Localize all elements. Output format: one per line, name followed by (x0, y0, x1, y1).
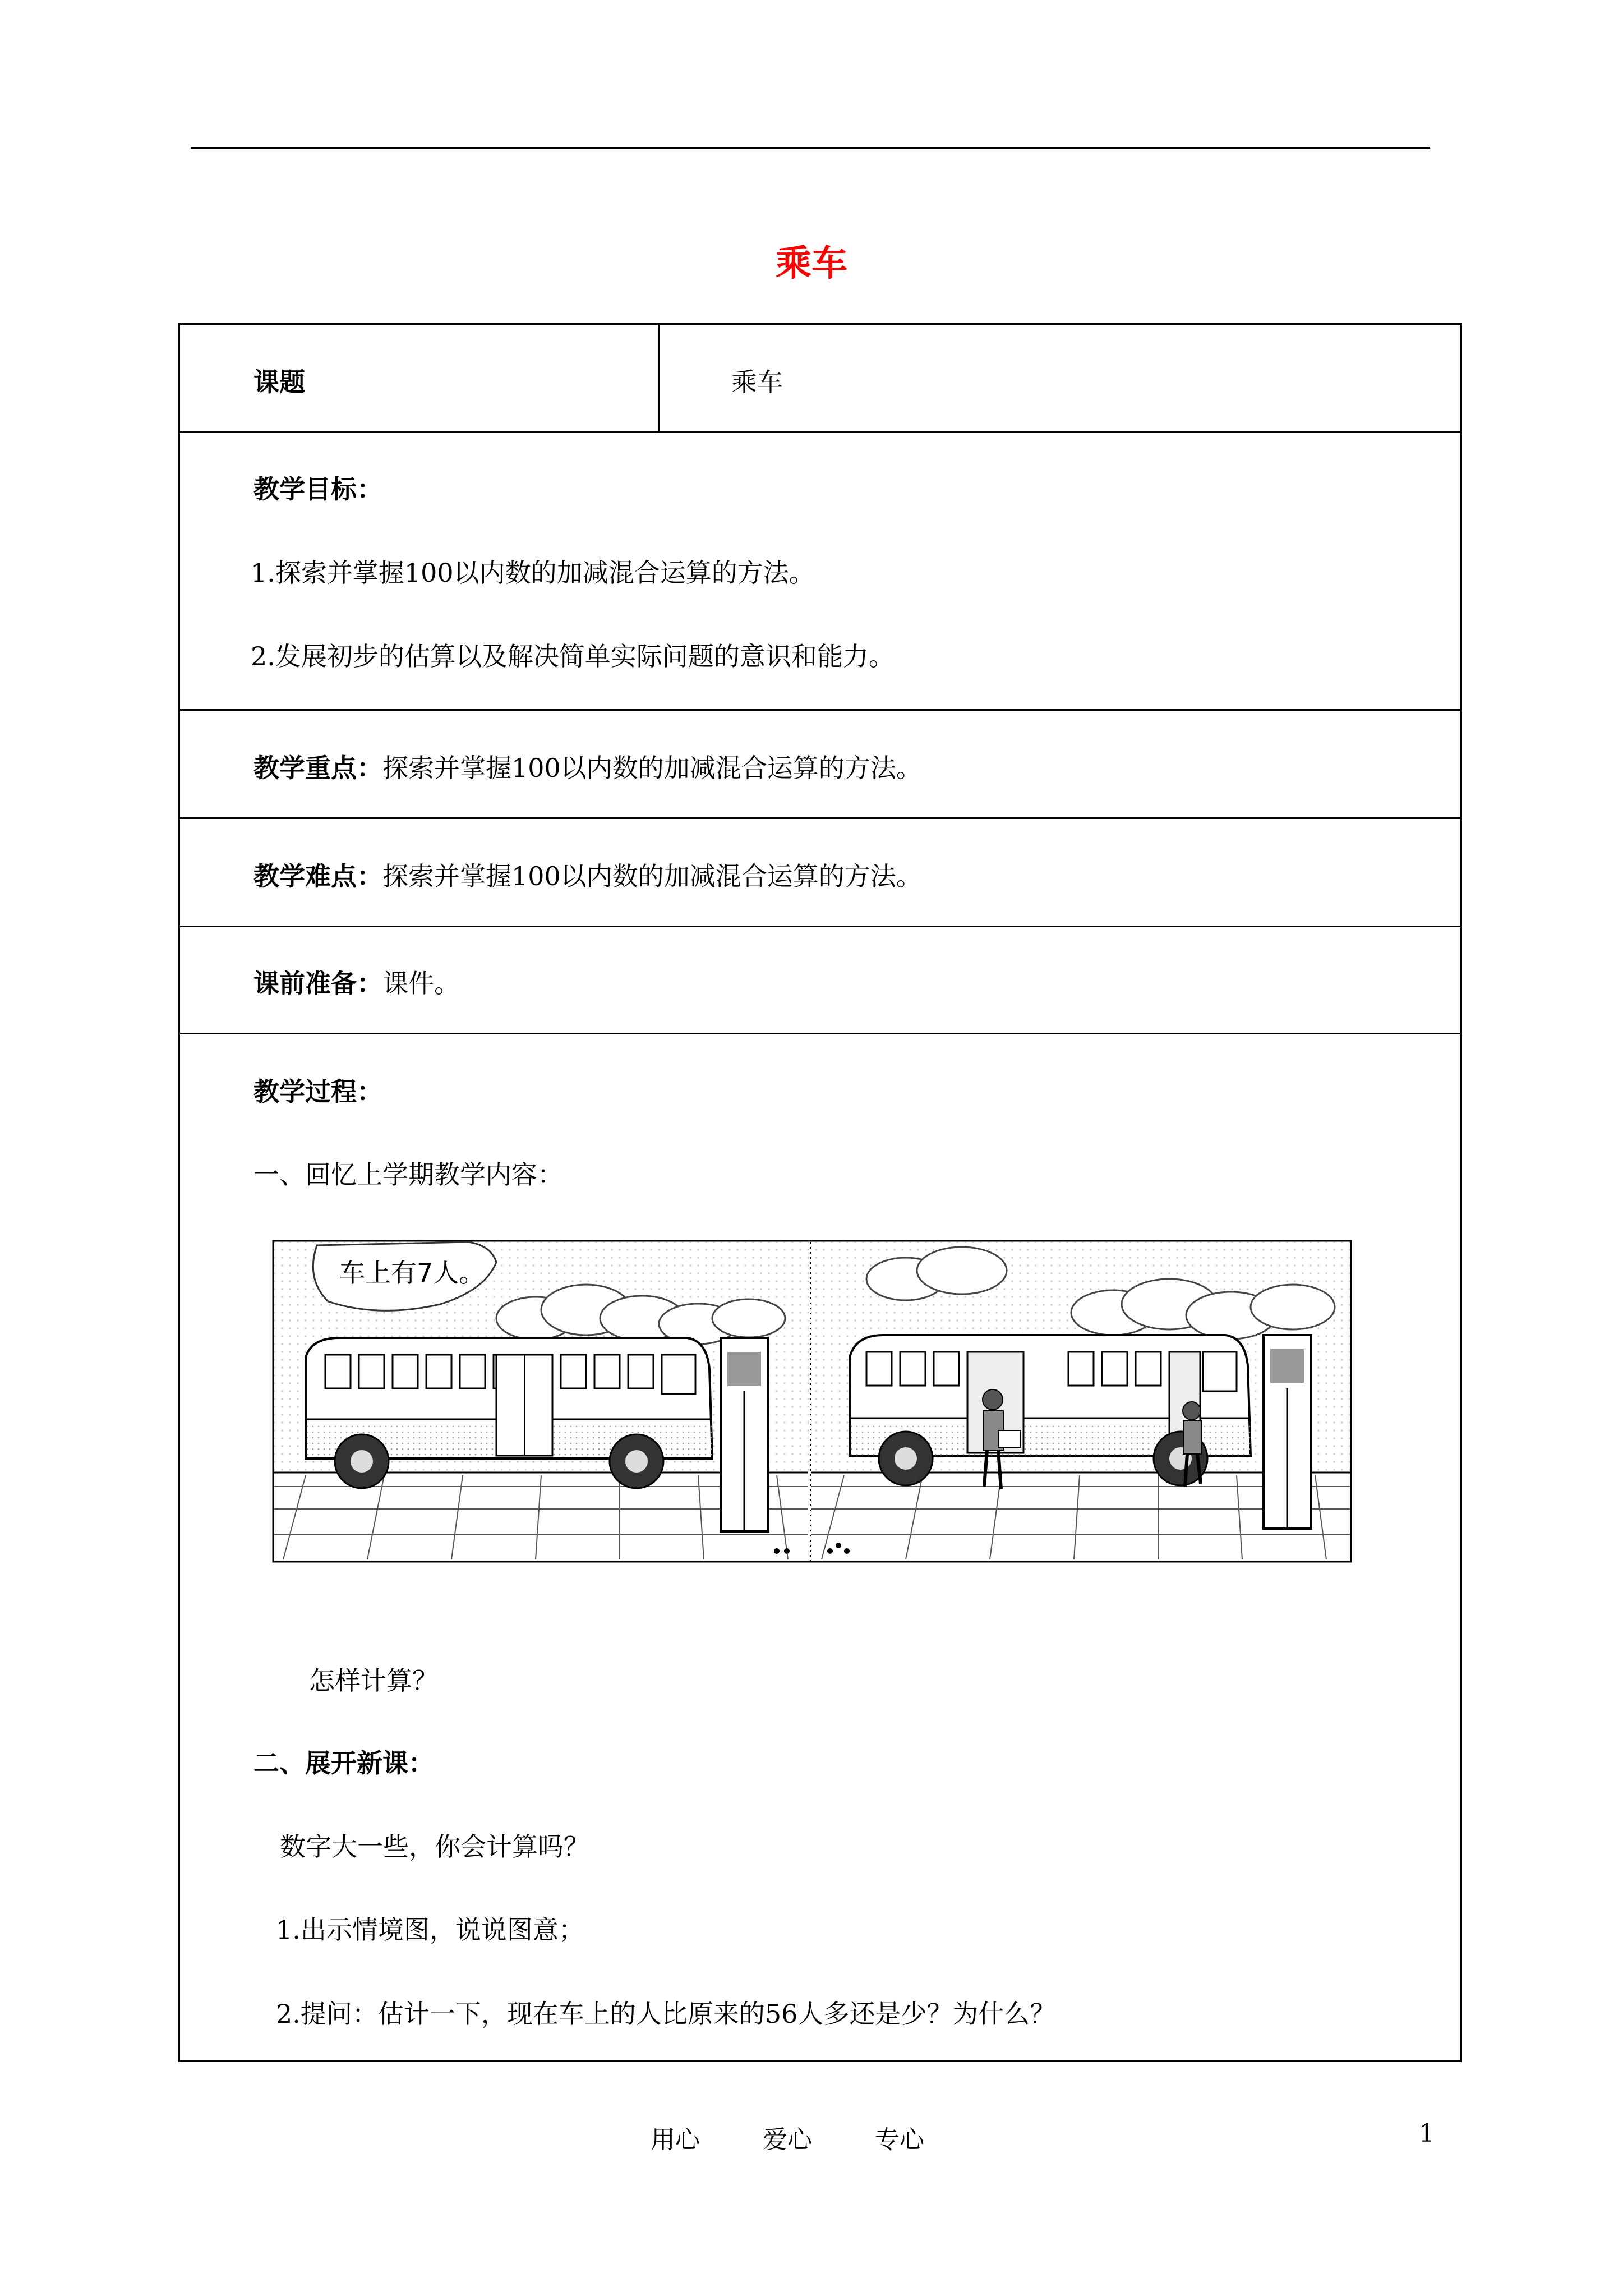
footer-left: 用心 (651, 2125, 700, 2154)
difficulty-text: 探索并掌握100以内数的加减混合运算的方法。 (382, 861, 922, 891)
difficulty-label: 教学难点： (253, 861, 382, 891)
process-line: 1.出示情境图，说说图意； (276, 1915, 584, 1945)
topic-value: 乘车 (731, 367, 783, 397)
bus-stop-sign-icon (721, 1338, 768, 1531)
footer-right: 专心 (875, 2125, 924, 2154)
preparation-text: 课件。 (382, 968, 460, 999)
lesson-table (178, 323, 1462, 2062)
process-line: 2.提问：估计一下，现在车上的人比原来的56人多还是少？为什么？ (276, 1999, 1056, 2029)
key-point-label: 教学重点： (253, 753, 382, 783)
key-point-row (180, 711, 1460, 819)
question-text: 怎样计算？ (309, 1665, 438, 1696)
process-line: 数字大一些，你会计算吗？ (280, 1832, 589, 1862)
key-point-line (253, 748, 922, 785)
process-heading: 教学过程： (253, 1076, 382, 1107)
preparation-row (180, 927, 1460, 1034)
topic-divider (658, 325, 660, 431)
objectives-heading: 教学目标： (253, 474, 382, 504)
difficulty-row (180, 819, 1460, 927)
section1-heading: 一、回忆上学期教学内容： (253, 1159, 563, 1190)
bus-stop-sign-icon (1264, 1335, 1311, 1529)
difficulty-line (253, 856, 922, 893)
header-rule (191, 147, 1430, 149)
preparation-line (253, 963, 460, 1000)
objectives-row (180, 433, 1460, 711)
preparation-label: 课前准备： (253, 968, 382, 999)
section2-heading: 二、展开新课： (253, 1748, 434, 1778)
topic-label: 课题 (253, 367, 305, 397)
page-title: 乘车 (776, 243, 847, 284)
page-number: 1 (1419, 2119, 1435, 2148)
objective-item: 1.探索并掌握100以内数的加减混合运算的方法。 (251, 558, 815, 588)
key-point-text: 探索并掌握100以内数的加减混合运算的方法。 (382, 753, 922, 783)
objective-item: 2.发展初步的估算以及解决简单实际问题的意识和能力。 (251, 641, 895, 671)
bubble-text: 车上有7人。 (339, 1258, 485, 1288)
topic-row (180, 325, 1460, 433)
footer-middle: 爱心 (763, 2125, 812, 2154)
bus-illustration (272, 1240, 1352, 1563)
